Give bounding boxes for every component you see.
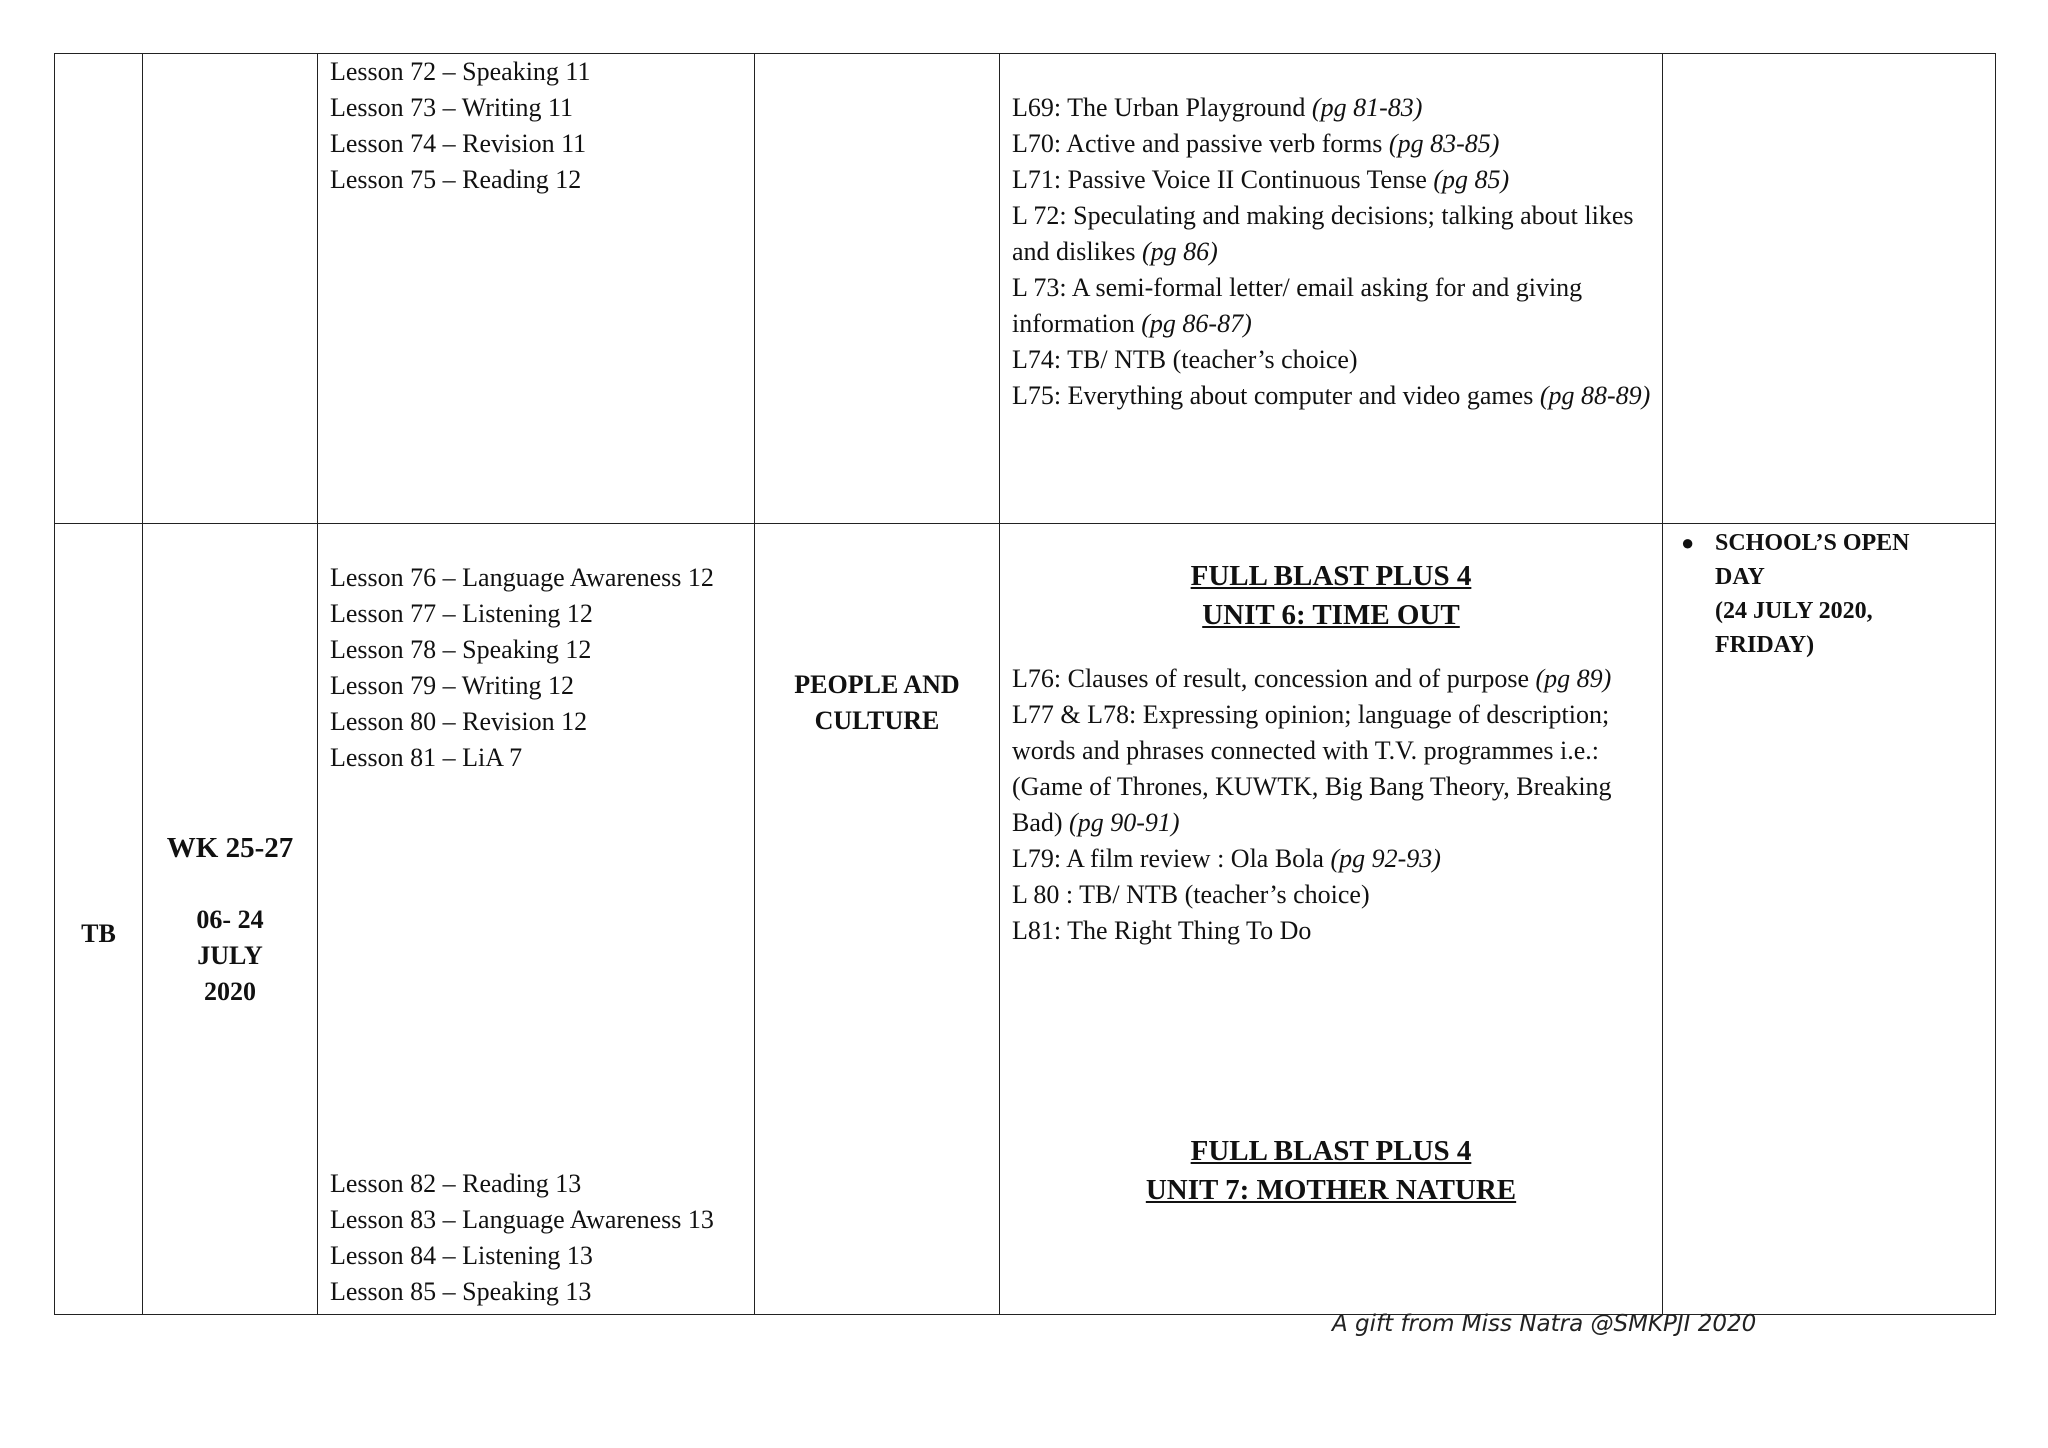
lesson-item: Lesson 80 – Revision 12 bbox=[330, 707, 588, 736]
syllabus-text: L 73: A semi-formal letter/ email asking for and giving information bbox=[1012, 273, 1583, 338]
syllabus-item bbox=[1012, 270, 1652, 342]
term-cell bbox=[55, 54, 143, 524]
week-label: WK 25-27 bbox=[166, 832, 294, 864]
footer-credit: A gift from Miss Natra @SMKPJI 2020 bbox=[1332, 1311, 1757, 1337]
term-cell bbox=[55, 524, 143, 1315]
syllabus-item bbox=[1012, 342, 1652, 378]
lesson-item: Lesson 72 – Speaking 11 bbox=[330, 57, 591, 86]
syllabus-text: L70: Active and passive verb forms bbox=[1012, 129, 1389, 158]
syllabus-text: L 80 : TB/ NTB (teacher’s choice) bbox=[1012, 880, 1370, 909]
lesson-list bbox=[318, 54, 754, 198]
unit-heading bbox=[1000, 524, 1662, 635]
syllabus-text: L77 & L78: Expressing opinion; language of description; words and phrases connected with T.V. programmes i.e.: (Game of Thrones, KUWTK, Big Bang Theory, Breaking Bad) bbox=[1012, 700, 1612, 837]
syllabus-item bbox=[1012, 913, 1652, 949]
syllabus-cell bbox=[1000, 524, 1663, 1315]
syllabus-cell bbox=[1000, 54, 1663, 524]
syllabus-text: L79: A film review : Ola Bola bbox=[1012, 844, 1331, 873]
syllabus-text: L69: The Urban Playground bbox=[1012, 93, 1312, 122]
lesson-item: Lesson 83 – Language Awareness 13 bbox=[330, 1205, 714, 1234]
theme-line: CULTURE bbox=[814, 706, 940, 735]
lesson-cell bbox=[318, 524, 755, 1315]
unit-heading-line: FULL BLAST PLUS 4 bbox=[1190, 560, 1472, 592]
syllabus-item bbox=[1012, 841, 1652, 877]
syllabus-item bbox=[1012, 162, 1652, 198]
date-range bbox=[143, 902, 317, 1010]
page-ref: (pg 85) bbox=[1433, 165, 1510, 194]
syllabus-text: L71: Passive Voice II Continuous Tense bbox=[1012, 165, 1434, 194]
syllabus-text: L76: Clauses of result, concession and of purpose bbox=[1012, 664, 1536, 693]
syllabus-item bbox=[1012, 877, 1652, 913]
unit-heading-line: UNIT 7: MOTHER NATURE bbox=[1145, 1174, 1517, 1206]
syllabus-text: L75: Everything about computer and video games bbox=[1012, 381, 1540, 410]
syllabus-item bbox=[1012, 661, 1652, 697]
theme-label bbox=[755, 524, 999, 739]
page-ref: (pg 86) bbox=[1142, 237, 1218, 266]
event-line: DAY bbox=[1715, 564, 1765, 590]
theme-cell bbox=[755, 54, 1000, 524]
table-row bbox=[55, 54, 1996, 524]
lesson-item: Lesson 81 – LiA 7 bbox=[330, 743, 523, 772]
syllabus-item bbox=[1012, 198, 1652, 270]
week-info bbox=[143, 828, 317, 1010]
lesson-list bbox=[318, 1166, 714, 1310]
week-cell bbox=[143, 524, 318, 1315]
event-line: FRIDAY) bbox=[1715, 632, 1815, 658]
page-ref: (pg 88-89) bbox=[1539, 381, 1651, 410]
week-cell bbox=[143, 54, 318, 524]
lesson-item: Lesson 84 – Listening 13 bbox=[330, 1241, 593, 1270]
lesson-item: Lesson 85 – Speaking 13 bbox=[330, 1277, 592, 1306]
syllabus-text: L74: TB/ NTB (teacher’s choice) bbox=[1012, 345, 1358, 374]
notes-cell bbox=[1663, 54, 1996, 524]
table-row bbox=[55, 524, 1996, 1315]
date-line: 2020 bbox=[204, 977, 256, 1006]
syllabus-item bbox=[1012, 697, 1652, 841]
theme-line: PEOPLE AND bbox=[794, 670, 960, 699]
term-label: TB bbox=[81, 919, 116, 948]
lesson-list bbox=[318, 524, 754, 776]
page-ref: (pg 81-83) bbox=[1311, 93, 1423, 122]
lesson-item: Lesson 73 – Writing 11 bbox=[330, 93, 574, 122]
unit-heading-line: FULL BLAST PLUS 4 bbox=[1190, 1135, 1472, 1167]
notes-cell bbox=[1663, 524, 1996, 1315]
page-ref: (pg 90-91) bbox=[1069, 808, 1180, 837]
event-line: (24 JULY 2020, bbox=[1715, 598, 1873, 624]
theme-cell bbox=[755, 524, 1000, 1315]
date-line: JULY bbox=[197, 941, 263, 970]
page-ref: (pg 92-93) bbox=[1330, 844, 1441, 873]
syllabus-item bbox=[1012, 378, 1652, 414]
bullet-icon: ● bbox=[1681, 530, 1695, 555]
syllabus-text: L81: The Right Thing To Do bbox=[1012, 916, 1312, 945]
event-line: SCHOOL’S OPEN bbox=[1715, 530, 1910, 556]
event-item bbox=[1681, 526, 1995, 662]
syllabus-item bbox=[1012, 90, 1652, 126]
lesson-item: Lesson 79 – Writing 12 bbox=[330, 671, 575, 700]
lesson-item: Lesson 76 – Language Awareness 12 bbox=[330, 563, 714, 592]
event-list bbox=[1663, 524, 1995, 662]
lesson-cell bbox=[318, 54, 755, 524]
lesson-item: Lesson 74 – Revision 11 bbox=[330, 129, 587, 158]
lesson-plan-table bbox=[54, 53, 1996, 1315]
page-ref: (pg 83-85) bbox=[1388, 129, 1500, 158]
lesson-item: Lesson 75 – Reading 12 bbox=[330, 165, 582, 194]
syllabus-list bbox=[1000, 54, 1662, 414]
unit-heading bbox=[1000, 1132, 1662, 1210]
page-ref: (pg 86-87) bbox=[1141, 309, 1252, 338]
page-ref: (pg 89) bbox=[1535, 664, 1612, 693]
lesson-item: Lesson 77 – Listening 12 bbox=[330, 599, 593, 628]
lesson-item: Lesson 82 – Reading 13 bbox=[330, 1169, 582, 1198]
syllabus-text: L 72: Speculating and making decisions; talking about likes and dislikes bbox=[1012, 201, 1634, 266]
unit-heading-line: UNIT 6: TIME OUT bbox=[1202, 599, 1460, 631]
lesson-item: Lesson 78 – Speaking 12 bbox=[330, 635, 592, 664]
syllabus-list bbox=[1000, 635, 1662, 949]
syllabus-item bbox=[1012, 126, 1652, 162]
date-line: 06- 24 bbox=[196, 905, 264, 934]
